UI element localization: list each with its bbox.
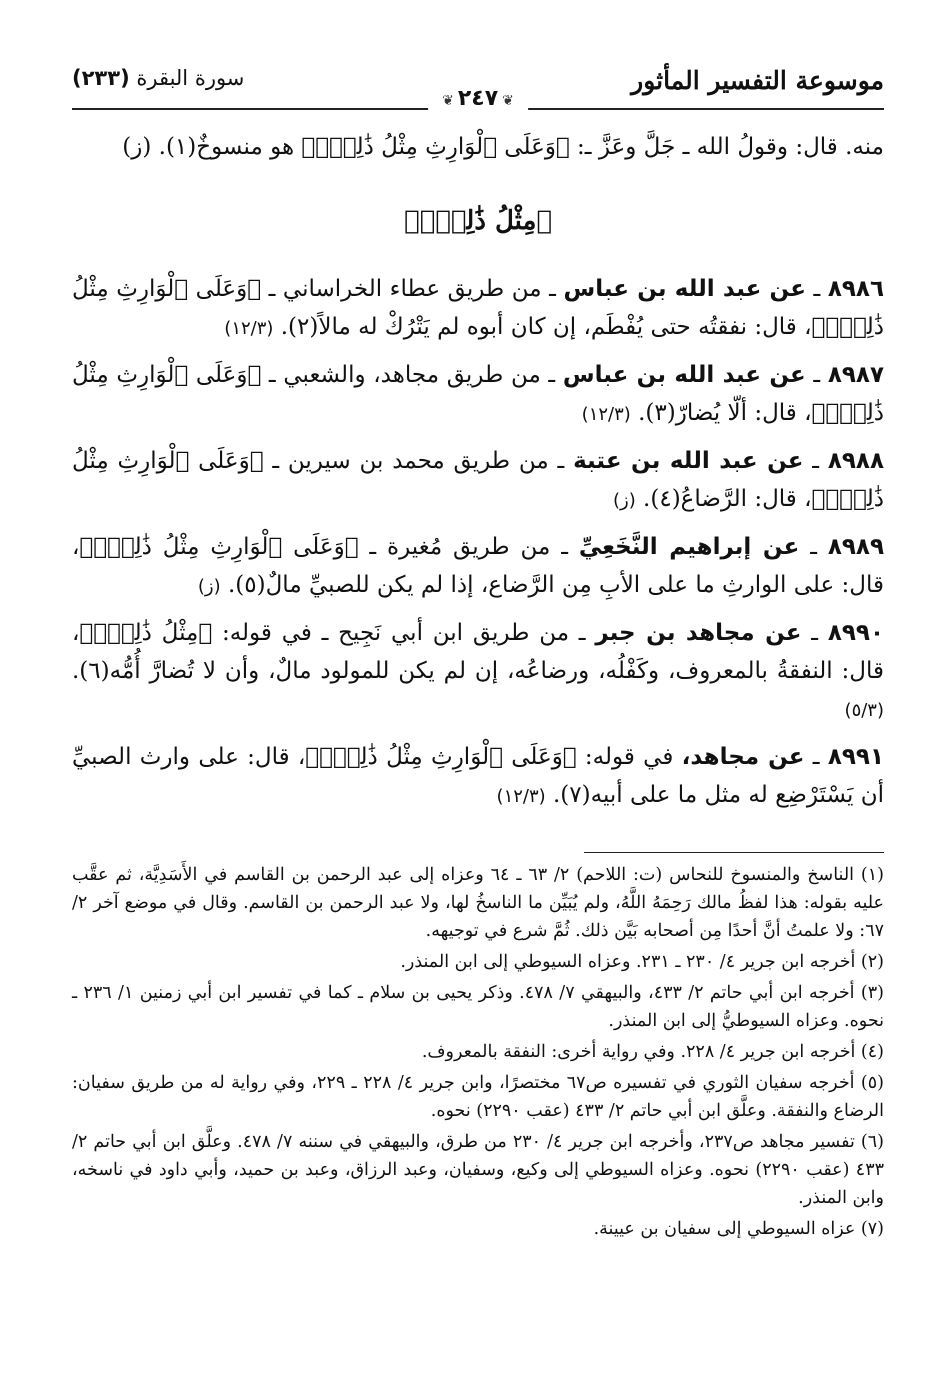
entry-8986: ٨٩٨٦ ـ عن عبد الله بن عباس ـ من طريق عطاء الخراساني ـ ﴿وَعَلَى ٱلْوَارِثِ مِثْلُ ذَٰلِكَۗ﴾، قال: نفقتُه حتى يُفْطَم، إن كان أبوه لم يَتْرُكْ له مالاً(٢). (١٢/٣) — [72, 276, 884, 340]
surah-name: سورة البقرة — [136, 66, 245, 90]
entry-number: ٨٩٩٠ — [827, 620, 884, 646]
surah-label — [72, 66, 244, 90]
entry-ref: (١٢/٣) — [581, 404, 631, 425]
footnote: (٧) عزاه السيوطي إلى سفيان بن عيينة. — [593, 1219, 884, 1239]
entry-text: ـ من طريق عطاء الخراساني ـ ﴿وَعَلَى ٱلْوَارِثِ مِثْلُ ذَٰلِكَۗ﴾، قال: نفقتُه حتى يُفْطَم، إن كان أبوه لم يَتْرُكْ له مالاً(٢). — [72, 276, 884, 340]
entry-8988: ٨٩٨٨ ـ عن عبد الله بن عتبة ـ من طريق محمد بن سيرين ـ ﴿وَعَلَى ٱلْوَارِثِ مِثْلُ ذَٰلِكَۗ﴾، قال: الرَّضاعُ(٤). (ز) — [72, 448, 884, 512]
entry-narrator: عن عبد الله بن عتبة — [573, 448, 804, 474]
main-text — [72, 128, 884, 816]
entry-8987: ٨٩٨٧ ـ عن عبد الله بن عباس ـ من طريق مجاهد، والشعبي ـ ﴿وَعَلَى ٱلْوَارِثِ مِثْلُ ذَٰلِكَۗ﴾، قال: ألّا يُضارّ(٣). (١٢/٣) — [72, 362, 884, 426]
footnotes — [72, 861, 884, 1243]
entry-ref: (ز) — [197, 576, 221, 597]
entry-text: ـ من طريق محمد بن سيرين ـ ﴿وَعَلَى ٱلْوَارِثِ مِثْلُ ذَٰلِكَۗ﴾، قال: الرَّضاعُ(٤). — [72, 448, 884, 512]
entry-narrator: عن إبراهيم النَّخَعِيِّ — [578, 534, 800, 560]
entry-ref: (١٢/٣) — [496, 786, 546, 807]
entry-number: ٨٩٨٧ — [827, 362, 884, 388]
page-number-value: ٢٤٧ — [457, 86, 499, 111]
section-heading: ﴿مِثْلُ ذَٰلِكَۗ﴾ — [403, 206, 553, 236]
entry-text: ـ من طريق مُغيرة ـ ﴿وَعَلَى ٱلْوَارِثِ مِثْلُ ذَٰلِكَۗ﴾، قال: على الوارثِ ما على الأبِ مِن الرَّضاع، إذا لم يكن للصبيِّ مالٌ(٥). — [72, 534, 884, 598]
page-header — [72, 60, 884, 110]
ayah-number: (٢٣٣) — [72, 66, 130, 90]
entry-number: ٨٩٨٦ — [827, 276, 884, 302]
entry-8991: ٨٩٩١ ـ عن مجاهد، في قوله: ﴿وَعَلَى ٱلْوَارِثِ مِثْلُ ذَٰلِكَۗ﴾، قال: على وارث الصبيِّ أن يَسْتَرْضِع له مثل ما على أبيه(٧). (١٢/٣) — [72, 744, 884, 808]
entry-ref: (١٢/٣) — [224, 318, 274, 339]
entry-text: في قوله: ﴿وَعَلَى ٱلْوَارِثِ مِثْلُ ذَٰلِكَۗ﴾، قال: على وارث الصبيِّ أن يَسْتَرْضِع له مثل ما على أبيه(٧). — [72, 744, 884, 808]
entry-narrator: عن عبد الله بن عباس — [563, 276, 806, 302]
entry-narrator: عن مجاهد، — [681, 744, 805, 770]
footnote: (٦) تفسير مجاهد ص٢٣٧، وأخرجه ابن جرير ٤/ ٢٣٠ من طرق، والبيهقي في سننه ٧/ ٤٧٨. وعلَّق ابن أبي حاتم ٢/ ٤٣٣ (عقب ٢٢٩٠) نحوه. وعزاه السيوطي إلى وكيع، وسفيان، وعبد الرزاق، وعبد بن حميد، وأبي داود في ناسخه، وابن المنذر. — [72, 1132, 884, 1208]
entry-ref: (٥/٣) — [844, 700, 884, 721]
entry-8989: ٨٩٨٩ ـ عن إبراهيم النَّخَعِيِّ ـ من طريق مُغيرة ـ ﴿وَعَلَى ٱلْوَارِثِ مِثْلُ ذَٰلِكَۗ﴾، قال: على الوارثِ ما على الأبِ مِن الرَّضاع، إذا لم يكن للصبيِّ مالٌ(٥). (ز) — [72, 534, 884, 598]
entry-text: ـ من طريق ابن أبي نَجِيح ـ في قوله: ﴿مِثْلُ ذَٰلِكَۗ﴾، قال: النفقةُ بالمعروف، وكَفْلُه، ورضاعُه، إن لم يكن للمولود مالٌ، وأن لا تُضارَّ أُمُّه(٦). — [72, 620, 884, 684]
ornament-icon: ❦ — [502, 93, 514, 109]
footnote: (٥) أخرجه سفيان الثوري في تفسيره ص٦٧ مختصرًا، وابن جرير ٤/ ٢٢٨ ـ ٢٢٩، وفي رواية له من طريق سفيان: الرضاع والنفقة. وعلَّق ابن أبي حاتم ٢/ ٤٣٣ (عقب ٢٢٩٠) نحوه. — [72, 1073, 884, 1121]
entry-number: ٨٩٨٨ — [827, 448, 884, 474]
footnote: (٣) أخرجه ابن أبي حاتم ٢/ ٤٣٣، والبيهقي ٧/ ٤٧٨. وذكر يحيى بن سلام ـ كما في تفسير ابن أبي زمنين ١/ ٢٣٦ ـ نحوه. وعزاه السيوطيُّ إلى ابن المنذر. — [72, 983, 884, 1031]
entry-narrator: عن مجاهد بن جبر — [595, 620, 802, 646]
footnote: (٢) أخرجه ابن جرير ٤/ ٢٣٠ ـ ٢٣١. وعزاه السيوطي إلى ابن المنذر. — [400, 952, 884, 972]
book-title: موسوعة التفسير المأثور — [631, 66, 884, 95]
entry-8990: ٨٩٩٠ ـ عن مجاهد بن جبر ـ من طريق ابن أبي نَجِيح ـ في قوله: ﴿مِثْلُ ذَٰلِكَۗ﴾، قال: النفقةُ بالمعروف، وكَفْلُه، ورضاعُه، إن لم يكن للمولود مالٌ، وأن لا تُضارَّ أُمُّه(٦). (٥/٣) — [72, 620, 884, 721]
footnote: (٤) أخرجه ابن جرير ٤/ ٢٢٨. وفي رواية أخرى: النفقة بالمعروف. — [421, 1042, 884, 1062]
intro-line: منه. قال: وقولُ الله ـ جَلَّ وعَزَّ ـ: ﴿وَعَلَى ٱلْوَارِثِ مِثْلُ ذَٰلِكَۗ﴾ هو منسوخٌ(١). (ز) — [122, 134, 884, 160]
entry-number: ٨٩٩١ — [827, 744, 884, 770]
footnote: (١) الناسخ والمنسوخ للنحاس (ت: اللاحم) ٢/ ٦٣ ـ ٦٤ وعزاه إلى عبد الرحمن بن القاسم في الأَسَدِيَّة، ثم عقَّب عليه بقوله: هذا لفظُ مالك رَحِمَهُ اللَّهُ، ولم يُبَيِّن ما الناسخُ لها، ولا عبد الرحمن بن القاسم. وقال في موضع آخر ٢/ ٦٧: ولا علمتُ أنَّ أحدًا مِن أصحابه بَيَّن ذلك. ثُمَّ شرع في توجيهه. — [72, 865, 884, 941]
page — [72, 60, 884, 1370]
entry-number: ٨٩٨٩ — [827, 534, 884, 560]
page-number — [428, 86, 528, 111]
entry-narrator: عن عبد الله بن عباس — [562, 362, 806, 388]
ornament-icon: ❦ — [442, 93, 454, 109]
entry-ref: (ز) — [612, 490, 636, 511]
footnote-divider — [584, 852, 884, 853]
entry-text: ـ من طريق مجاهد، والشعبي ـ ﴿وَعَلَى ٱلْوَارِثِ مِثْلُ ذَٰلِكَۗ﴾، قال: ألّا يُضارّ(٣). — [72, 362, 884, 426]
